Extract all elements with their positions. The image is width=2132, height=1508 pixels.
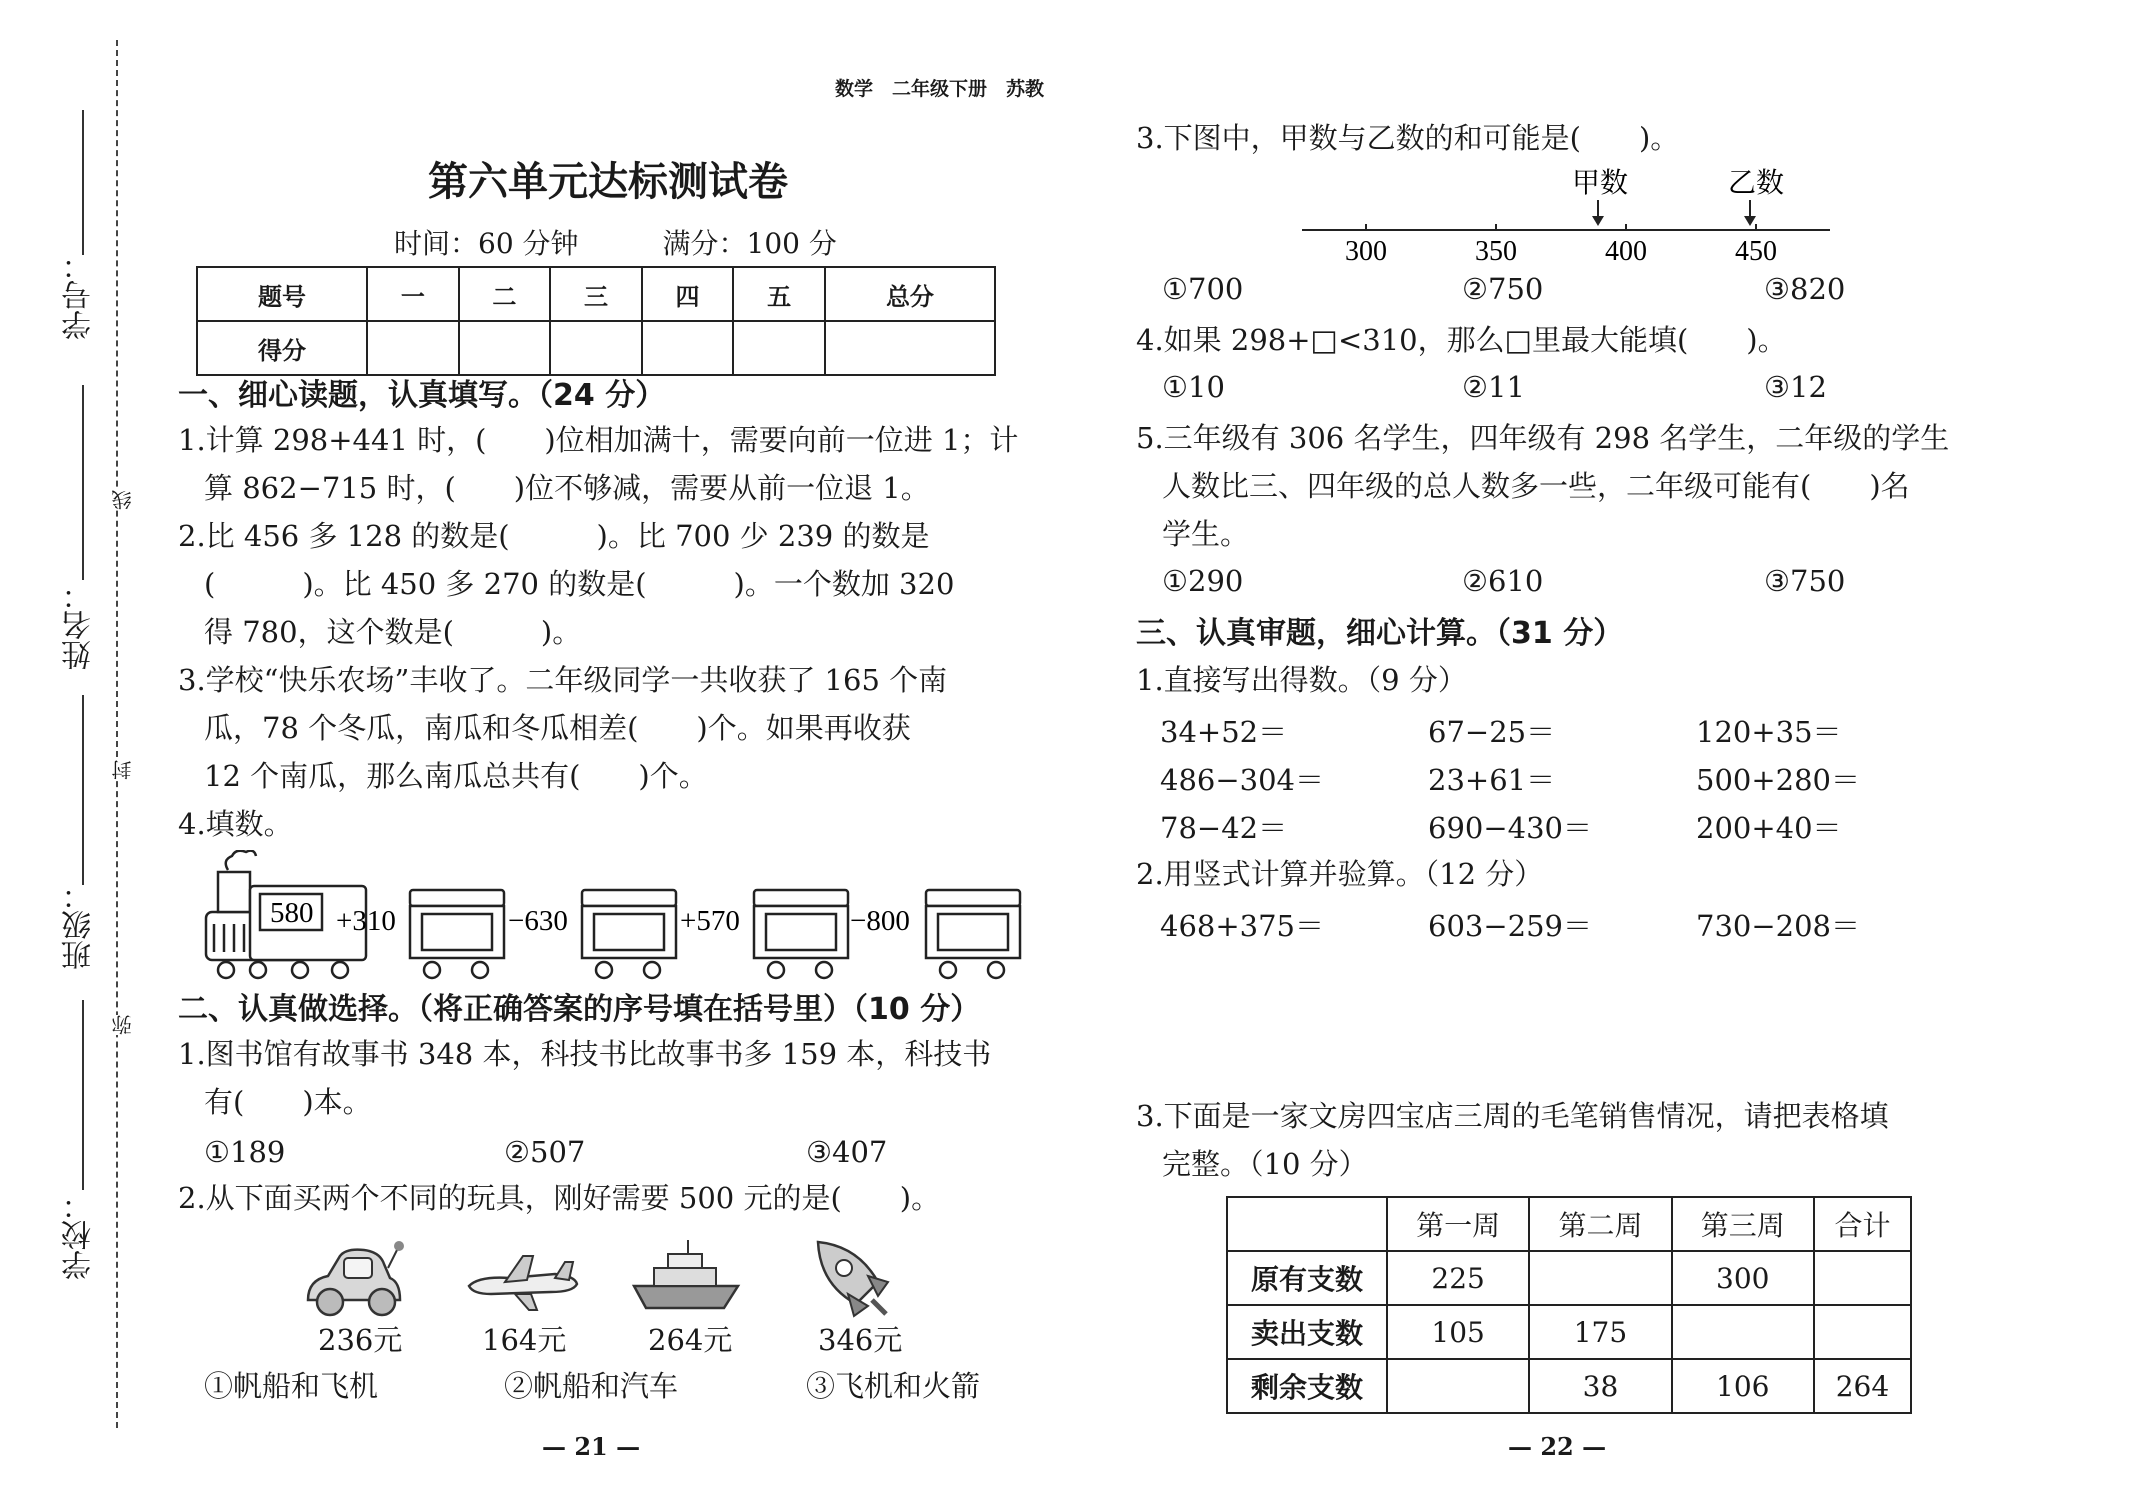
student-no-line[interactable]	[82, 110, 84, 255]
s2-q4-option-a[interactable]: ①10	[1162, 370, 1225, 404]
toy-price-ship: 264元	[648, 1323, 733, 1357]
s2-q1-line2: 有( )本。	[204, 1085, 372, 1119]
s2-q2-option-b[interactable]: ②帆船和汽车	[504, 1369, 679, 1403]
s2-q4-option-b[interactable]: ②11	[1462, 370, 1525, 404]
toy-price-car: 236元	[318, 1323, 403, 1357]
vertical-calc-item[interactable]: 468+375＝	[1160, 909, 1325, 943]
s3-p1: 1.直接写出得数。（9 分）	[1136, 663, 1467, 697]
s2-q3-option-b[interactable]: ②750	[1462, 272, 1544, 306]
s2-q2-option-a[interactable]: ①帆船和飞机	[204, 1369, 379, 1403]
sales-cell-blank[interactable]	[1814, 1251, 1911, 1305]
s2-q5-option-c[interactable]: ③750	[1764, 564, 1846, 598]
calc-item[interactable]: 500+280＝	[1696, 763, 1861, 797]
score-input-cell[interactable]	[459, 321, 551, 375]
section2-title: 二、认真做选择。（将正确答案的序号填在括号里）（10 分）	[178, 992, 981, 1027]
exam-meta: 时间：60 分钟 满分：100 分	[394, 227, 837, 260]
table-row	[1227, 1359, 1911, 1413]
sales-cell-blank[interactable]	[1814, 1305, 1911, 1359]
s1-q2-line2: ( )。比 450 多 270 的数是( )。一个数加 320	[204, 567, 955, 601]
s2-q5-option-b[interactable]: ②610	[1462, 564, 1544, 598]
score-table	[196, 266, 996, 376]
sales-row-label: 卖出支数	[1227, 1305, 1387, 1359]
name-line[interactable]	[82, 385, 84, 580]
train-start-value: 580	[270, 897, 314, 929]
sales-row-label: 剩余支数	[1227, 1359, 1387, 1413]
sales-cell-blank[interactable]	[1529, 1251, 1671, 1305]
train-answer-box[interactable]	[938, 914, 1008, 950]
s2-q1-option-b[interactable]: ②507	[504, 1135, 586, 1169]
name-label: 姓名：	[62, 580, 97, 670]
s1-q2-line1: 2.比 456 多 128 的数是( )。比 700 少 239 的数是	[178, 519, 930, 553]
score-input-cell[interactable]	[550, 321, 642, 375]
train-op-3: +570	[680, 905, 740, 937]
s3-p3-line2: 完整。（10 分）	[1162, 1147, 1368, 1181]
sales-header-cell	[1227, 1197, 1387, 1251]
calc-item[interactable]: 690−430＝	[1428, 811, 1593, 845]
section3-title: 三、认真审题，细心计算。（31 分）	[1136, 616, 1624, 651]
page-title: 第六单元达标测试卷	[428, 159, 788, 204]
sales-cell-blank[interactable]	[1387, 1359, 1529, 1413]
train-op-4: −800	[850, 905, 910, 937]
train-answer-box[interactable]	[766, 914, 836, 950]
calc-item[interactable]: 120+35＝	[1696, 715, 1842, 749]
mi-mark: 弥	[108, 1015, 137, 1035]
s2-q5-line2: 人数比三、四年级的总人数多一些，二年级可能有( )名	[1162, 469, 1910, 503]
feng-mark: 封	[108, 760, 137, 780]
calc-item[interactable]: 67−25＝	[1428, 715, 1556, 749]
class-line[interactable]	[82, 695, 84, 885]
sales-header-cell: 第一周	[1387, 1197, 1529, 1251]
section1-title: 一、细心读题，认真填写。（24 分）	[178, 378, 666, 413]
s1-q2-line3: 得 780，这个数是( )。	[204, 615, 582, 649]
sales-cell: 105	[1387, 1305, 1529, 1359]
numline-tick: 350	[1475, 236, 1517, 267]
score-header-cell: 题号	[197, 267, 367, 321]
s2-q4: 4.如果 298+□<310，那么□里最大能填( )。	[1136, 323, 1787, 357]
score-header-cell: 五	[733, 267, 825, 321]
s2-q1-line1: 1.图书馆有故事书 348 本，科技书比故事书多 159 本，科技书	[178, 1037, 992, 1071]
rocket-icon	[808, 1236, 898, 1326]
sales-header-cell: 第三周	[1672, 1197, 1814, 1251]
calc-item[interactable]: 486−304＝	[1160, 763, 1325, 797]
s1-q3-line2: 瓜，78 个冬瓜，南瓜和冬瓜相差( )个。如果再收获	[204, 711, 911, 745]
student-no-label: 学号：	[62, 250, 97, 340]
s2-q3-option-a[interactable]: ①700	[1162, 272, 1244, 306]
s2-q2-option-c[interactable]: ③飞机和火箭	[806, 1369, 981, 1403]
vertical-calc-item[interactable]: 603−259＝	[1428, 909, 1593, 943]
number-line	[1300, 160, 1840, 270]
score-header-cell: 四	[642, 267, 734, 321]
xian-mark: 线	[108, 490, 137, 510]
number-train	[200, 850, 1030, 980]
s2-q3: 3.下图中，甲数与乙数的和可能是( )。	[1136, 121, 1680, 155]
s2-q5-option-a[interactable]: ①290	[1162, 564, 1244, 598]
airplane-icon	[465, 1252, 580, 1312]
ship-icon	[630, 1238, 745, 1318]
score-header-cell: 总分	[825, 267, 995, 321]
score-input-cell[interactable]	[367, 321, 459, 375]
train-answer-box[interactable]	[594, 914, 664, 950]
score-input-cell[interactable]	[642, 321, 734, 375]
toy-price-rocket: 346元	[818, 1323, 903, 1357]
s2-q2: 2.从下面买两个不同的玩具，刚好需要 500 元的是( )。	[178, 1181, 941, 1215]
s2-q5-line3: 学生。	[1162, 517, 1250, 551]
s2-q1-option-c[interactable]: ③407	[806, 1135, 888, 1169]
s1-q3-line3: 12 个南瓜，那么南瓜总共有( )个。	[204, 759, 708, 793]
numline-label-yi: 乙数	[1728, 166, 1785, 199]
table-row	[1227, 1305, 1911, 1359]
score-header-cell: 三	[550, 267, 642, 321]
table-row	[1227, 1251, 1911, 1305]
page-number-right: — 22 —	[1508, 1432, 1607, 1461]
numline-label-jia: 甲数	[1572, 166, 1629, 199]
numline-tick: 300	[1345, 236, 1387, 267]
numline-tick: 450	[1735, 236, 1777, 267]
page-number-left: — 21 —	[542, 1432, 641, 1461]
sales-cell: 264	[1814, 1359, 1911, 1413]
s1-q1-line2: 算 862−715 时，( )位不够减，需要从前一位退 1。	[204, 471, 930, 505]
s2-q3-option-c[interactable]: ③820	[1764, 272, 1846, 306]
sales-cell: 175	[1529, 1305, 1671, 1359]
sales-cell: 225	[1387, 1251, 1529, 1305]
sales-cell: 106	[1672, 1359, 1814, 1413]
s2-q5-line1: 5.三年级有 306 名学生，四年级有 298 名学生，二年级的学生	[1136, 421, 1950, 455]
score-header-cell: 一	[367, 267, 459, 321]
calc-item[interactable]: 78−42＝	[1160, 811, 1288, 845]
toy-price-airplane: 164元	[482, 1323, 567, 1357]
score-header-cell: 二	[459, 267, 551, 321]
train-op-2: −630	[508, 905, 568, 937]
sales-table	[1226, 1196, 1912, 1414]
class-label: 班级：	[62, 880, 97, 970]
sales-cell: 38	[1529, 1359, 1671, 1413]
score-input-cell[interactable]	[733, 321, 825, 375]
calc-item[interactable]: 23+61＝	[1428, 763, 1556, 797]
sales-header-cell: 第二周	[1529, 1197, 1671, 1251]
s3-p2: 2.用竖式计算并验算。（12 分）	[1136, 857, 1544, 891]
sales-cell-blank[interactable]	[1672, 1305, 1814, 1359]
vertical-calc-item[interactable]: 730−208＝	[1696, 909, 1861, 943]
score-input-cell[interactable]	[825, 321, 995, 375]
s1-q1-line1: 1.计算 298+441 时，( )位相加满十，需要向前一位进 1；计	[178, 423, 1019, 457]
calc-item[interactable]: 34+52＝	[1160, 715, 1288, 749]
sales-cell: 300	[1672, 1251, 1814, 1305]
s1-q3-line1: 3.学校“快乐农场”丰收了。二年级同学一共收获了 165 个南	[178, 663, 948, 697]
s2-q4-option-c[interactable]: ③12	[1764, 370, 1827, 404]
numline-tick: 400	[1605, 236, 1647, 267]
s1-q4: 4.填数。	[178, 807, 293, 841]
sales-row-label: 原有支数	[1227, 1251, 1387, 1305]
car-icon	[300, 1240, 410, 1320]
calc-item[interactable]: 200+40＝	[1696, 811, 1842, 845]
score-row-label: 得分	[197, 321, 367, 375]
train-answer-box[interactable]	[422, 914, 492, 950]
s3-p3-line1: 3.下面是一家文房四宝店三周的毛笔销售情况，请把表格填	[1136, 1099, 1889, 1133]
page-header: 数学 二年级下册 苏教	[835, 78, 1045, 100]
sales-header-cell: 合计	[1814, 1197, 1911, 1251]
school-line[interactable]	[82, 1000, 84, 1190]
s2-q1-option-a[interactable]: ①189	[204, 1135, 286, 1169]
train-op-1: +310	[336, 905, 396, 937]
school-label: 学校：	[62, 1190, 97, 1280]
binding-dashed-line	[116, 40, 118, 1428]
